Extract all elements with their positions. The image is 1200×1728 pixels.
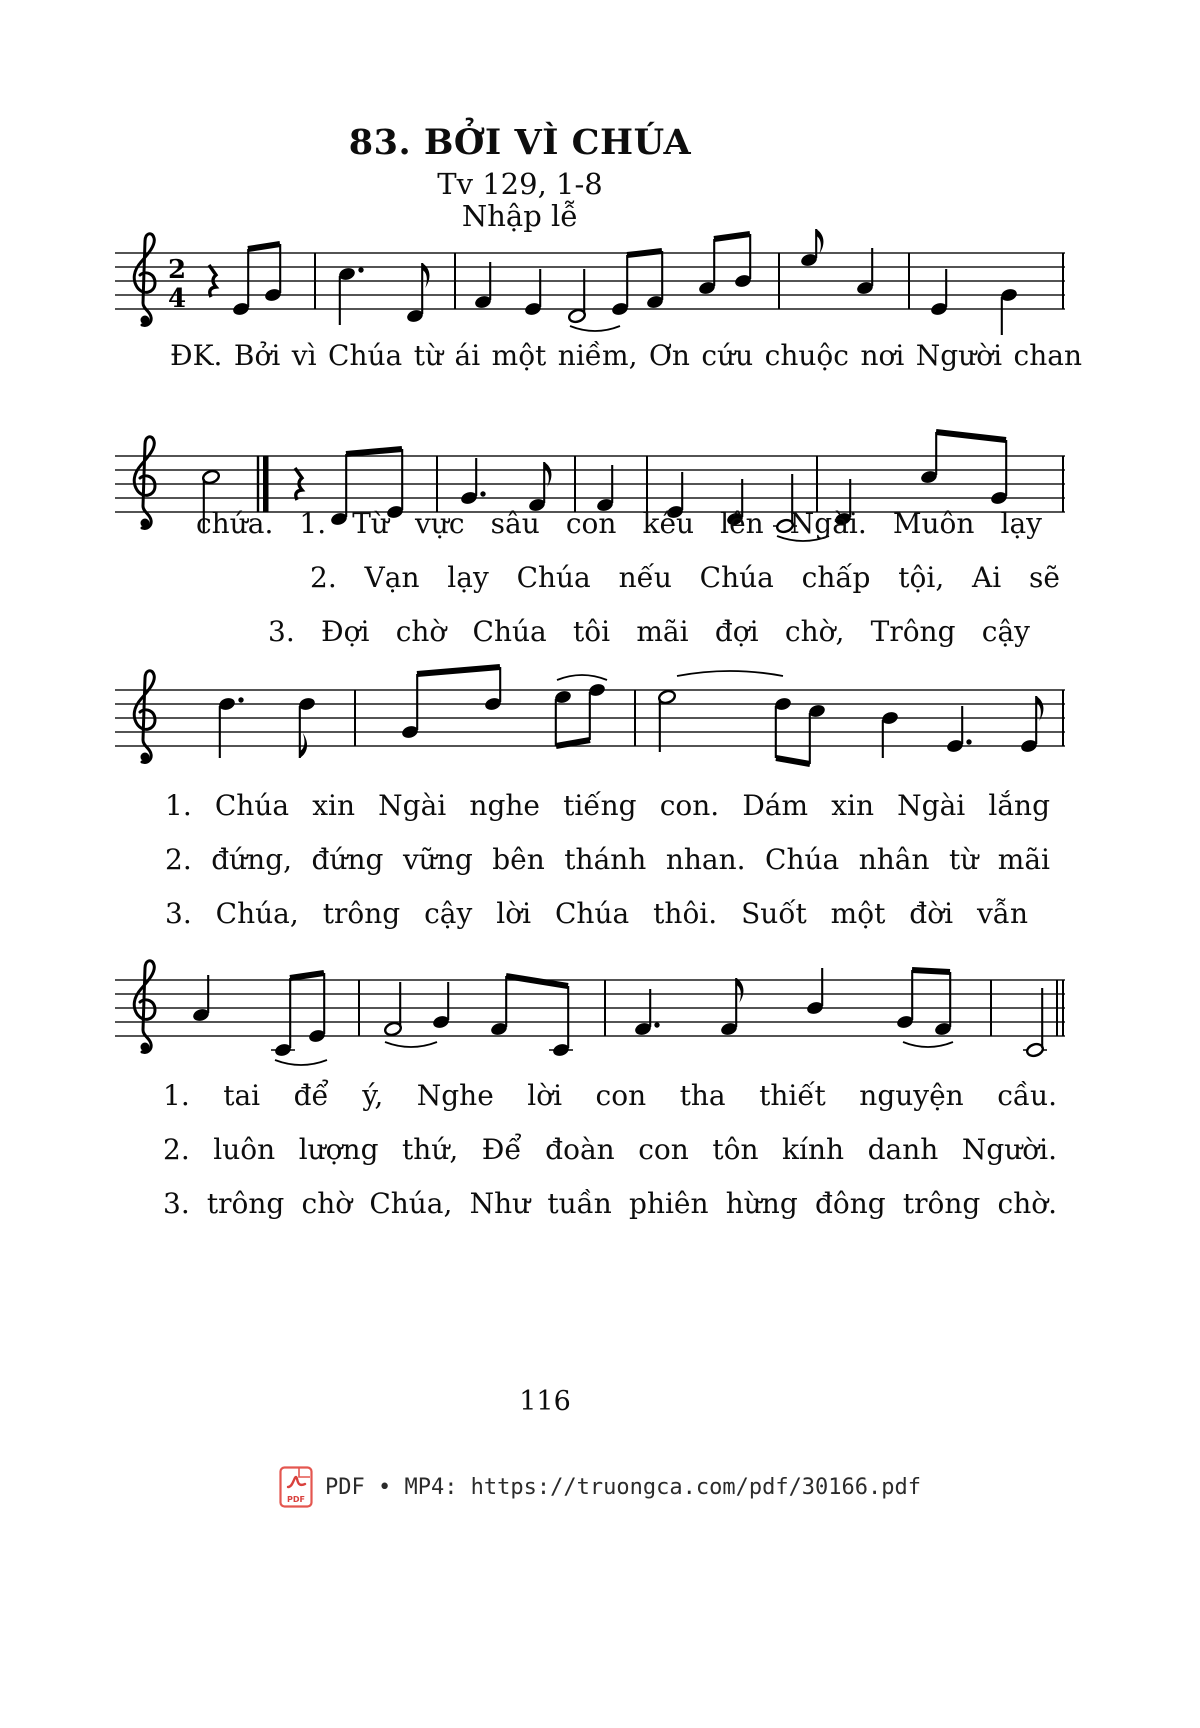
lyric-line-verse3a: 3. Đợi chờ Chúa tôi mãi đợi chờ, Trông cậy bbox=[268, 615, 1030, 648]
note bbox=[1000, 287, 1019, 335]
song-title: 83. BỞI VÌ CHÚA bbox=[348, 122, 692, 163]
note bbox=[218, 696, 244, 758]
slur bbox=[557, 675, 607, 680]
treble-clef-icon bbox=[134, 437, 155, 529]
half-note bbox=[1023, 988, 1047, 1058]
note bbox=[808, 703, 827, 764]
slur bbox=[385, 1042, 437, 1047]
lyric-line-verse1a: chứa. 1. Từ vực sâu con kêu lên Ngài. Muôn lạy bbox=[196, 507, 1042, 540]
lyric-line-refrain: ĐK. Bởi vì Chúa từ ái một niềm, Ơn cứu chuộc nơi Người chan bbox=[170, 339, 1082, 372]
pdf-file-icon bbox=[279, 1466, 313, 1508]
time-signature-top: 2 bbox=[167, 255, 187, 285]
music-staff-1 bbox=[115, 225, 1065, 355]
lyric-line-verse1b: 1. Chúa xin Ngài nghe tiếng con. Dám xin Ngài lắng bbox=[165, 789, 1050, 822]
slur bbox=[677, 671, 783, 676]
beam bbox=[346, 449, 402, 454]
music-staff-3 bbox=[115, 662, 1065, 792]
lyric-line-verse3b: 3. Chúa, trông cậy lời Chúa thôi. Suốt một đời vẫn bbox=[165, 897, 1028, 930]
lyric-line-verse2a: 2. Vạn lạy Chúa nếu Chúa chấp tội, Ai sẽ bbox=[310, 561, 1060, 594]
note bbox=[634, 989, 660, 1037]
note bbox=[474, 262, 493, 310]
note bbox=[490, 976, 509, 1037]
lyric-line-verse1c: 1. tai để ý, Nghe lời con tha thiết nguyện cầu. bbox=[163, 1079, 1057, 1112]
lyric-line-verse3c: 3. trông chờ Chúa, Như tuần phiên hừng đông trông chờ. bbox=[163, 1187, 1057, 1220]
beam bbox=[290, 973, 324, 978]
note bbox=[401, 674, 420, 740]
page-number: 116 bbox=[519, 1386, 571, 1417]
half-note bbox=[384, 982, 403, 1037]
slur bbox=[570, 326, 620, 331]
pdf-download-link-icon[interactable] bbox=[279, 1466, 313, 1508]
beam bbox=[417, 667, 500, 674]
note bbox=[232, 249, 251, 317]
note bbox=[896, 970, 915, 1030]
pdf-badge-label: PDF bbox=[287, 1495, 305, 1504]
lyric-line-verse2c: 2. luôn lượng thứ, Để đoàn con tôn kính danh Người. bbox=[163, 1133, 1057, 1166]
half-note bbox=[568, 269, 587, 324]
psalm-reference: Tv 129, 1-8 bbox=[437, 167, 603, 201]
treble-clef-icon bbox=[134, 961, 155, 1053]
time-signature-bottom: 4 bbox=[167, 284, 187, 314]
note bbox=[930, 269, 949, 317]
section-label: Nhập lễ bbox=[461, 199, 579, 233]
beam bbox=[936, 432, 1006, 440]
beam bbox=[556, 740, 590, 746]
slur bbox=[903, 1042, 953, 1047]
treble-clef-icon bbox=[134, 671, 155, 763]
half-note bbox=[658, 689, 677, 752]
note bbox=[881, 710, 900, 758]
note bbox=[934, 972, 953, 1037]
note bbox=[432, 982, 451, 1030]
note bbox=[920, 432, 939, 485]
note bbox=[406, 263, 430, 324]
footer-bar bbox=[0, 1466, 1200, 1508]
treble-clef-icon bbox=[134, 234, 155, 326]
beam bbox=[627, 251, 662, 255]
note bbox=[192, 975, 211, 1023]
note bbox=[806, 968, 825, 1016]
note bbox=[271, 978, 295, 1058]
note bbox=[524, 269, 543, 317]
note bbox=[800, 229, 824, 268]
note bbox=[774, 696, 793, 758]
note bbox=[611, 255, 630, 317]
note bbox=[298, 696, 317, 758]
double-barline bbox=[263, 456, 269, 512]
beam bbox=[714, 234, 750, 239]
lyric-line-verse2b: 2. đứng, đứng vững bên thánh nhan. Chúa nhân từ mãi bbox=[165, 843, 1050, 876]
pdf-url-link[interactable]: PDF • MP4: https://truongca.com/pdf/30166.pdf bbox=[324, 1474, 922, 1500]
note bbox=[990, 440, 1009, 506]
beam bbox=[248, 244, 280, 249]
note bbox=[856, 248, 875, 296]
slur bbox=[275, 1060, 327, 1065]
music-staff-4 bbox=[115, 952, 1065, 1082]
beam bbox=[912, 970, 950, 972]
beam bbox=[506, 976, 568, 986]
note bbox=[734, 234, 753, 289]
beam bbox=[776, 758, 810, 764]
